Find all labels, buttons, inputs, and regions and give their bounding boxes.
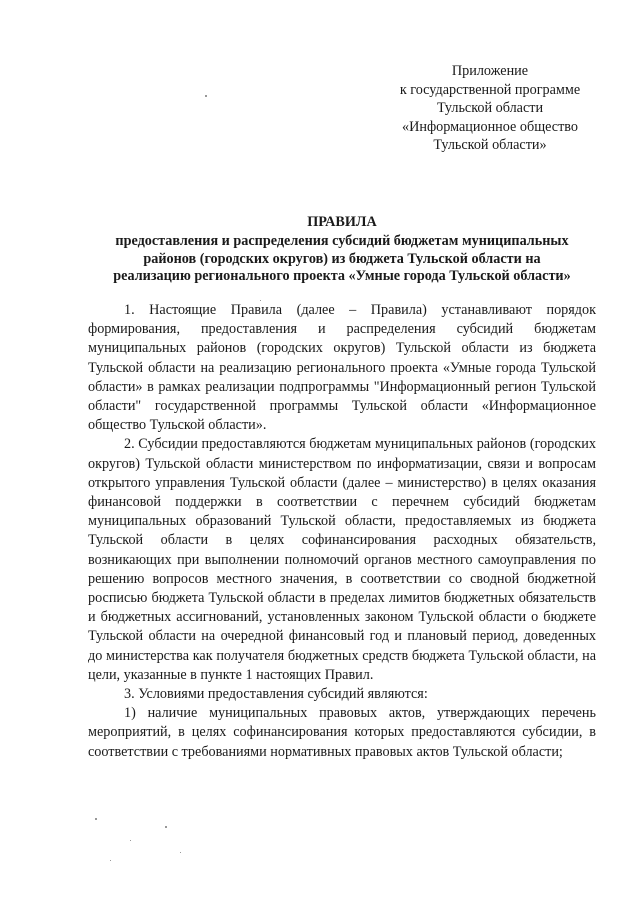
paragraph-4: 1) наличие муниципальных правовых актов, утверждающих перечень мероприятий, в целях софинансирования которых предоставляются субсидии, в соответствии с требованиями нормативных правовых актов Тульской области;: [88, 705, 596, 760]
appendix-block: [370, 62, 610, 155]
scan-speck: [95, 818, 97, 820]
paragraph-3: 3. Условиями предоставления субсидий являются:: [124, 686, 428, 703]
scan-speck: [110, 860, 111, 861]
scan-speck: [165, 826, 167, 828]
scan-speck: [130, 840, 131, 841]
scan-speck: [180, 852, 181, 853]
appendix-line: Приложение: [451, 63, 529, 79]
appendix-line: Тульской области»: [433, 137, 547, 153]
appendix-line: к государственной программе: [399, 81, 581, 98]
appendix-line: Тульской области: [436, 100, 544, 116]
paragraph-1: 1. Настоящие Правила (далее – Правила) устанавливают порядок формирования, предоставления и распределения субсидий бюджетам муниципальных районов (городских округов) Тульской области из бюджета Тульской области на реализацию регионального проекта «Умные города Тульской области» в рамках реализации подпрограммы "Информационный регион Тульской области" государственной программы Тульской области «Информационное общество Тульской области».: [88, 302, 596, 434]
title-main: ПРАВИЛА: [307, 214, 377, 230]
scan-speck: [205, 95, 207, 97]
scan-speck: [260, 300, 261, 301]
appendix-line: «Информационное общество: [402, 118, 578, 135]
title-line: предоставления и распределения субсидий бюджетам муниципальных: [115, 232, 569, 249]
document-body: [88, 301, 596, 762]
title-line: районов (городских округов) из бюджета Тульской области на: [143, 250, 541, 267]
document-title: [88, 214, 596, 286]
paragraph-2: 2. Субсидии предоставляются бюджетам муниципальных районов (городских округов) Тульской области министерством по информатизации, связи и вопросам открытого управления Тульской области (далее – министерство) в целях оказания финансовой поддержки в соответствии с перечнем субсидий бюджетам муниципальных образований Тульской области, предоставляемых из бюджета Тульской области в целях софинансирования расходных обязательств, возникающих при выполнении полномочий органов местного самоуправления по решению вопросов местного значения, в соответствии со сводной бюджетной росписью бюджета Тульской области в пределах лимитов бюджетных обязательств и бюджетных ассигнований, установленных законом Тульской области о бюджете Тульской области на очередной финансовый год и плановый период, доведенных до министерства как получателя бюджетных средств бюджета Тульской области, на цели, указанные в пункте 1 настоящих Правил.: [88, 436, 596, 683]
title-line: реализацию регионального проекта «Умные города Тульской области»: [113, 268, 571, 285]
